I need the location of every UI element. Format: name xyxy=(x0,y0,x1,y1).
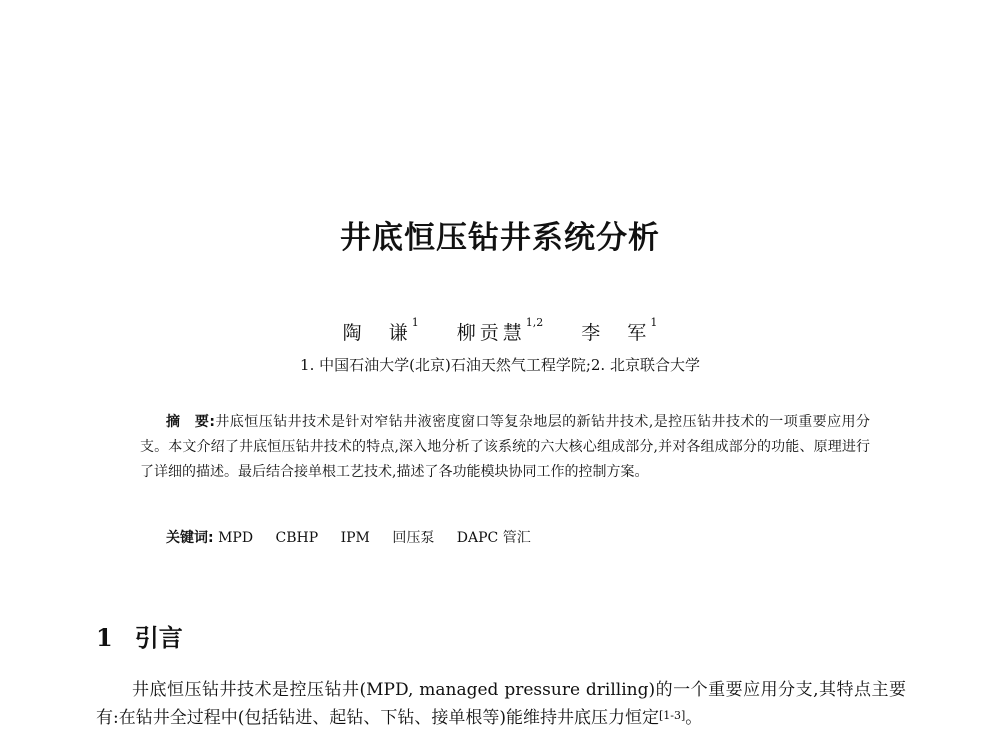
author xyxy=(581,318,657,345)
author xyxy=(457,318,544,345)
keywords-label: 关键词: xyxy=(166,530,214,546)
body-paragraph xyxy=(96,676,906,732)
author-affiliation-mark: 1,2 xyxy=(525,316,544,329)
author-name: 李 军 xyxy=(581,322,651,344)
body-text-end: 。 xyxy=(685,708,703,728)
keyword: 回压泵 xyxy=(392,530,435,546)
author-affiliation-mark: 1 xyxy=(650,316,658,329)
author-list xyxy=(0,318,1000,345)
abstract-label: 摘 要: xyxy=(166,414,215,430)
author-name: 柳贡慧 xyxy=(456,322,526,344)
section-number: 1 xyxy=(96,623,113,652)
keyword: CBHP xyxy=(275,530,319,546)
citation: [1-3] xyxy=(659,709,686,722)
affiliations: 1. 中国石油大学(北京)石油天然气工程学院;2. 北京联合大学 xyxy=(300,356,700,374)
author-name: 陶 谦 xyxy=(342,322,412,344)
body-text: 井底恒压钻井技术是控压钻井(MPD, managed pressure drilling)的一个重要应用分支,其特点主要有:在钻井全过程中(包括钻进、起钻、下钻、接单根等)能维持井底压力恒定 xyxy=(96,680,906,728)
abstract-text: 井底恒压钻井技术是针对窄钻井液密度窗口等复杂地层的新钻井技术,是控压钻井技术的一项重要应用分支。本文介绍了井底恒压钻井技术的特点,深入地分析了该系统的六大核心组成部分,并对各组成部分的功能、原理进行了详细的描述。最后结合接单根工艺技术,描述了各功能模块协同工作的控制方案。 xyxy=(140,414,870,480)
abstract xyxy=(140,410,870,485)
keyword: DAPC 管汇 xyxy=(456,530,531,546)
author-affiliation-mark: 1 xyxy=(411,316,419,329)
author xyxy=(343,318,419,345)
paper-title: 井底恒压钻井系统分析 xyxy=(340,220,660,256)
keyword: MPD xyxy=(218,530,254,546)
section-title: 引言 xyxy=(134,624,183,652)
keyword: IPM xyxy=(340,530,370,546)
section-heading xyxy=(96,618,183,653)
keywords xyxy=(166,527,549,547)
